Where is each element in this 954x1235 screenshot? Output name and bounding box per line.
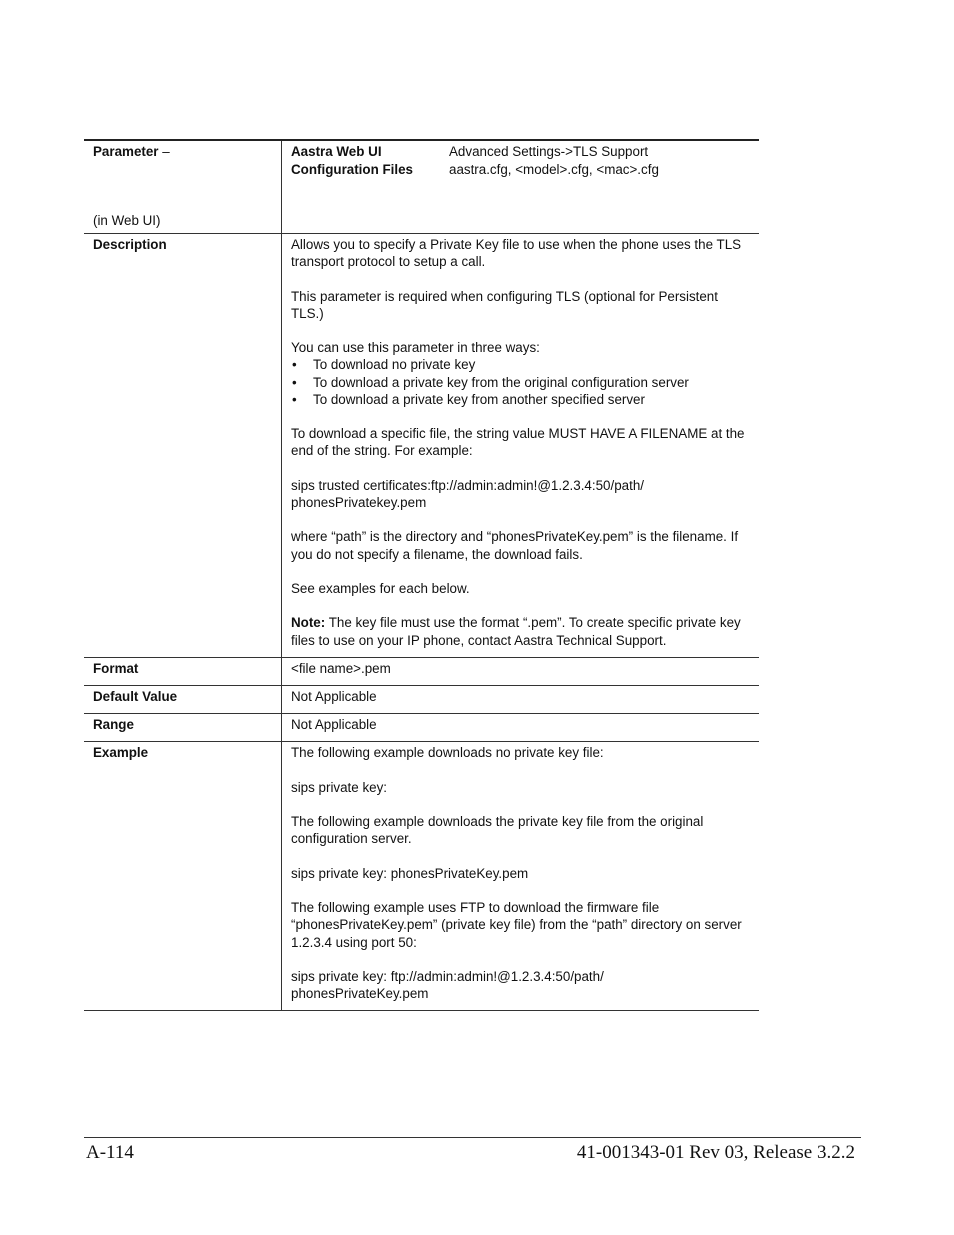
description-row [84,234,759,658]
example-paragraph: The following example downloads the private key file from the original configuration server. [291,814,704,847]
document-id: 41-001343-01 Rev 03, Release 3.2.2 [576,1142,855,1163]
usage-bullet-list [291,356,751,408]
description-paragraph: Allows you to specify a Private Key file to use when the phone uses the TLS transport protocol to setup a call. [291,237,742,270]
range-label: Range [84,714,282,742]
default-value-label: Default Value [84,685,282,713]
example-content [282,742,760,1011]
parameter-label-dash: – [158,144,170,159]
web-ui-key: Aastra Web UI [291,144,382,159]
default-value-row [84,685,759,713]
description-paragraph: This parameter is required when configuring TLS (optional for Persistent TLS.) [291,288,718,321]
note-text: The key file must use the format “.pem”. To create specific private key files to use on your IP phone, contact Aastra Technical Support. [291,615,741,648]
example-paragraph: The following example downloads no private key file: [291,745,604,761]
default-value-value: Not Applicable [282,685,760,713]
description-label: Description [84,234,282,658]
example-row [84,742,759,1011]
bullet-item: • To download a private key from the original configuration server [291,374,751,391]
url-example-line: sips trusted certificates:ftp://admin:admin!@1.2.3.4:50/path/ [291,477,645,493]
parameter-table [84,139,759,1011]
web-ui-value: Advanced Settings->TLS Support [449,144,649,159]
web-ui-hint: (in Web UI) [93,213,161,228]
example-label: Example [84,742,282,1011]
bullet-item: • To download no private key [291,356,751,373]
footer-divider [84,1137,861,1138]
example-url-line: phonesPrivateKey.pem [291,986,429,1002]
parameter-row [84,140,759,234]
parameter-label-cell [84,140,282,234]
parameter-grid [291,143,751,178]
example-url-line: sips private key: ftp://admin:admin!@1.2.3.4:50/path/ [291,968,604,984]
parameter-label: Parameter [93,144,159,159]
config-files-key: Configuration Files [291,162,413,178]
config-files-value: aastra.cfg, <model>.cfg, <mac>.cfg [449,162,659,178]
description-note [291,614,751,648]
description-paragraph: where “path” is the directory and “phonesPrivateKey.pem” is the filename. If you do not specify a filename, the download fails. [291,529,739,562]
range-value: Not Applicable [282,714,760,742]
url-example-line: phonesPrivatekey.pem [291,494,427,510]
bullet-item: • To download a private key from another specified server [291,391,751,408]
note-label: Note: [291,615,326,631]
example-url [291,968,751,1002]
range-row [84,714,759,742]
description-url-example [291,477,751,511]
example-paragraph: The following example uses FTP to download the firmware file “phonesPrivateKey.pem” (private key file) from the “path” directory on server 1.2.3.4 using port 50: [291,900,742,950]
example-paragraph: sips private key: phonesPrivateKey.pem [291,865,529,881]
format-row [84,657,759,685]
parameter-content-cell [282,140,760,234]
format-value: <file name>.pem [282,657,760,685]
example-paragraph: sips private key: [291,779,388,795]
format-label: Format [84,657,282,685]
description-paragraph: See examples for each below. [291,580,470,596]
description-paragraph: You can use this parameter in three ways: [291,340,540,356]
page-number: A-114 [86,1142,134,1163]
description-paragraph: To download a specific file, the string value MUST HAVE A FILENAME at the end of the string. For example: [291,426,745,459]
description-content [282,234,760,658]
